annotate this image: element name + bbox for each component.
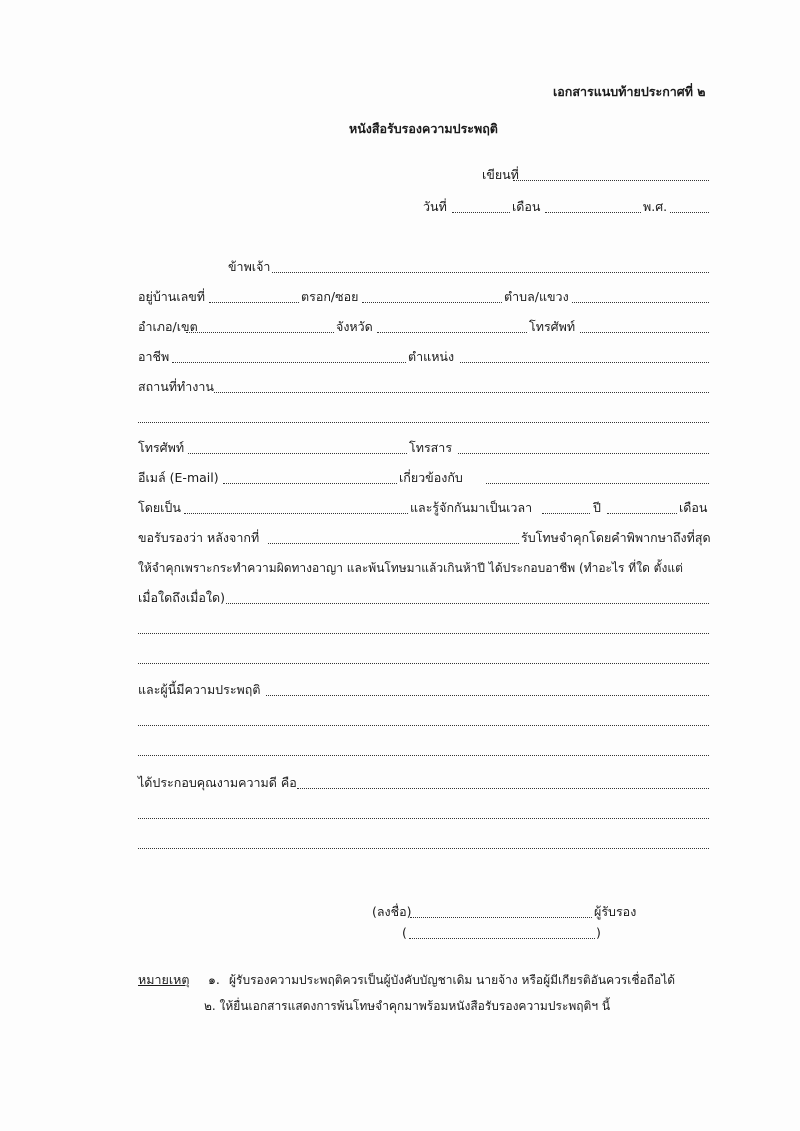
behavior-field-3[interactable] xyxy=(138,754,709,756)
phone2-label: โทรศัพท์ xyxy=(138,440,185,455)
email-label: อีเมล์ (E-mail) xyxy=(138,470,219,485)
phone-label: โทรศัพท์ xyxy=(529,319,576,334)
house-no-label: อยู่บ้านเลขที่ xyxy=(138,289,206,304)
related-label: เกี่ยวข้องกับ xyxy=(399,470,463,485)
behavior-label: และผู้นี้มีความประพฤติ xyxy=(138,682,261,697)
notes-label: หมายเหตุ xyxy=(138,972,190,987)
subdistrict-field[interactable] xyxy=(572,301,709,303)
month-label: เดือน xyxy=(512,199,541,214)
phone-field[interactable] xyxy=(580,331,709,333)
subdistrict-label: ตำบล/แขวง xyxy=(504,289,569,304)
certify-after-label: ขอรับรองว่า หลังจากที่ xyxy=(138,530,260,545)
years-label: ปี xyxy=(593,500,601,515)
good-deeds-label: ได้ประกอบคุณงามความดี คือ xyxy=(138,775,297,790)
alley-label: ตรอก/ซอย xyxy=(301,289,359,304)
workplace-field-2[interactable] xyxy=(138,421,709,423)
alley-field[interactable] xyxy=(362,301,502,303)
phone2-field[interactable] xyxy=(188,452,407,454)
written-at-field[interactable] xyxy=(513,179,709,181)
good-deeds-field-3[interactable] xyxy=(138,847,709,849)
year-field[interactable] xyxy=(670,211,709,213)
position-field[interactable] xyxy=(460,361,709,363)
email-field[interactable] xyxy=(223,482,397,484)
position-label: ตำแหน่ง xyxy=(408,349,455,364)
i-name-label: ข้าพเจ้า xyxy=(228,259,271,274)
occupation-history-field[interactable] xyxy=(226,602,709,604)
good-deeds-field[interactable] xyxy=(297,787,709,789)
paragraph-line-1: ให้จำคุกเพราะกระทำความผิดทางอาญา และพ้นโทษมาแล้วเกินห้าปี ได้ประกอบอาชีพ (ทำอะไร ที่ใด ตั้งแต่ xyxy=(138,561,683,575)
occupation-history-field-2[interactable] xyxy=(138,632,709,634)
province-label: จังหวัด xyxy=(336,319,373,334)
occupation-label: อาชีพ xyxy=(138,349,170,364)
years-field[interactable] xyxy=(542,512,590,514)
certifier-label: ผู้รับรอง xyxy=(594,904,637,919)
fax-field[interactable] xyxy=(458,452,709,454)
house-no-field[interactable] xyxy=(209,301,299,303)
behavior-field-2[interactable] xyxy=(138,724,709,726)
district-label: อำเภอ/เขต xyxy=(138,319,198,334)
paren-close: ) xyxy=(596,925,601,940)
note-1: ผู้รับรองความประพฤติควรเป็นผู้บังคับบัญชาเดิม นายจ้าง หรือผู้มีเกียรติอันควรเชื่อถือได้ xyxy=(229,973,676,987)
signed-label: (ลงชื่อ) xyxy=(372,904,412,919)
occupation-field[interactable] xyxy=(172,361,406,363)
year-label: พ.ศ. xyxy=(643,199,668,214)
fax-label: โทรสาร xyxy=(409,440,453,455)
paren-open: ( xyxy=(402,925,407,940)
certify-after-field[interactable] xyxy=(268,542,519,544)
document-title: หนังสือรับรองความประพฤติ xyxy=(349,121,498,136)
paragraph-line-2: เมื่อใดถึงเมื่อใด) xyxy=(138,590,226,605)
province-field[interactable] xyxy=(377,331,527,333)
note-1-number: ๑. xyxy=(208,972,220,987)
note-2: ๒. ให้ยื่นเอกสารแสดงการพ้นโทษจำคุกมาพร้อมหนังสือรับรองความประพฤติฯ นี้ xyxy=(204,999,611,1013)
occupation-history-field-3[interactable] xyxy=(138,662,709,664)
signature-field[interactable] xyxy=(410,916,592,918)
workplace-field[interactable] xyxy=(214,391,709,393)
date-field[interactable] xyxy=(452,211,510,213)
months-label: เดือน xyxy=(679,500,708,515)
known-for-label: และรู้จักกันมาเป็นเวลา xyxy=(410,500,533,515)
name-field[interactable] xyxy=(272,271,709,273)
good-deeds-field-2[interactable] xyxy=(138,817,709,819)
related-field[interactable] xyxy=(486,482,709,484)
printed-name-field[interactable] xyxy=(409,937,595,939)
sentenced-label: รับโทษจำคุกโดยคำพิพากษาถึงที่สุด xyxy=(521,530,711,545)
written-at-label: เขียนที่ xyxy=(482,167,519,182)
workplace-label: สถานที่ทำงาน xyxy=(138,379,214,394)
date-label: วันที่ xyxy=(423,199,447,214)
month-field[interactable] xyxy=(545,211,641,213)
as-field[interactable] xyxy=(184,512,408,514)
as-label: โดยเป็น xyxy=(138,500,181,515)
district-field[interactable] xyxy=(186,331,334,333)
behavior-field[interactable] xyxy=(266,694,709,696)
attachment-label: เอกสารแนบท้ายประกาศที่ ๒ xyxy=(553,84,706,99)
months-field[interactable] xyxy=(607,512,677,514)
